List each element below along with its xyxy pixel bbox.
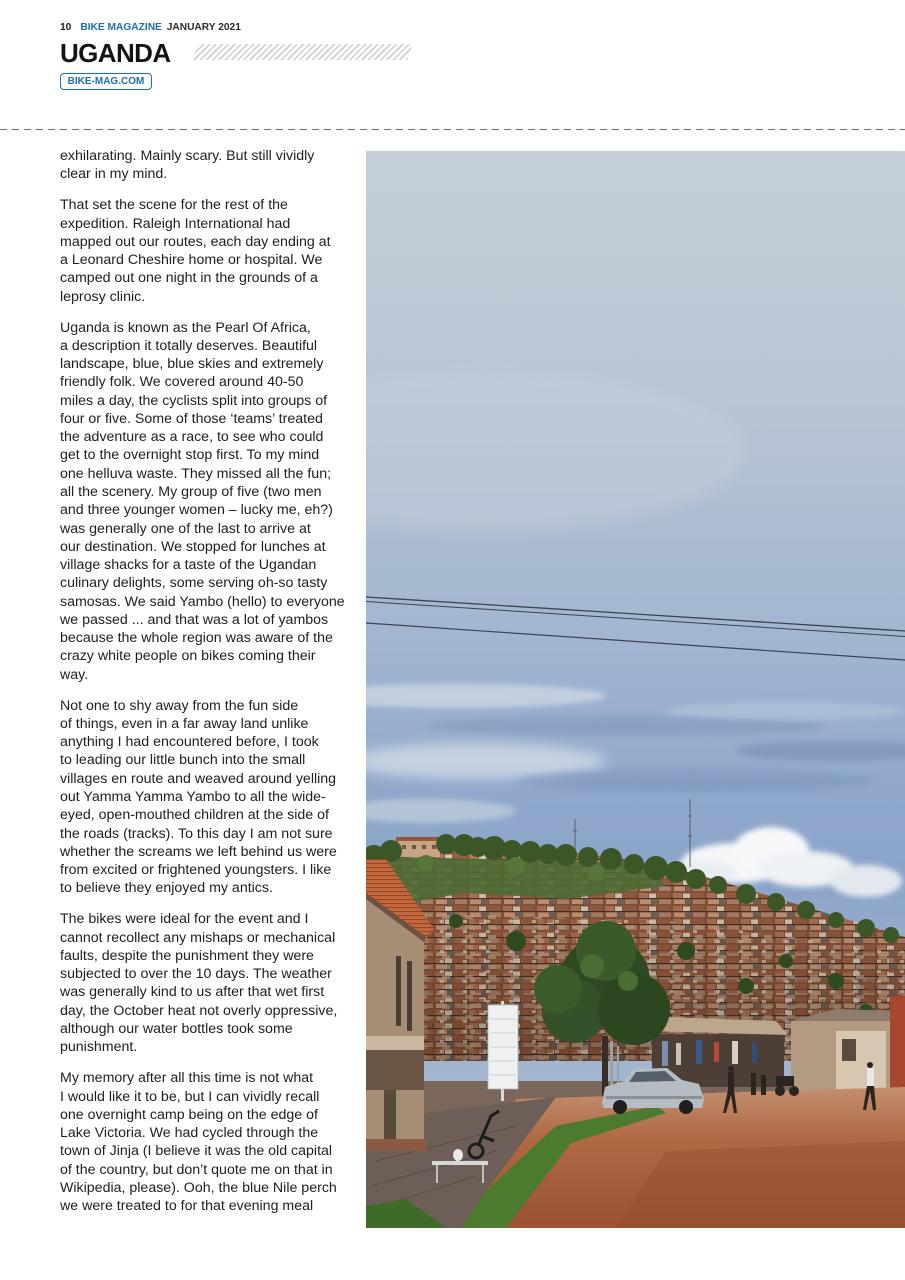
running-head (60, 22, 241, 34)
text-line: Lake Victoria. We had cycled through the (60, 1125, 319, 1142)
hilltop-building (396, 837, 442, 857)
text-line: to believe they enjoyed my antics. (60, 880, 273, 897)
text-line: was generally kind to us after that wet first (60, 984, 325, 1001)
article-paragraph (60, 147, 360, 184)
text-line: out Yamma Yamma Yambo to all the wide- (60, 789, 326, 806)
text-line: clear in my mind. (60, 166, 168, 183)
text-line: friendly folk. We covered around 40-50 (60, 374, 304, 391)
text-line: culinary delights, some serving oh-so tasty (60, 575, 328, 592)
decorative-hatch-bar (192, 44, 413, 60)
text-line: village shacks for a taste of the Ugandan (60, 557, 317, 574)
text-line: camped out one night in the grounds of a (60, 270, 318, 287)
text-line: anything I had encountered before, I took (60, 734, 319, 751)
text-line: of things, even in a far away land unlike (60, 715, 309, 732)
text-line: was generally one of the last to arrive at (60, 520, 311, 537)
text-line: to leading our little bunch into the small (60, 752, 306, 769)
text-line: That set the scene for the rest of the (60, 197, 288, 214)
section-title: UGANDA (60, 38, 171, 68)
text-line: leprosy clinic. (60, 288, 146, 305)
text-line: a description it totally deserves. Beautiful (60, 337, 318, 354)
article-body (60, 147, 360, 1228)
article-paragraph (60, 196, 360, 306)
text-line: cannot recollect any mishaps or mechanical (60, 929, 336, 946)
text-line: My memory after all this time is not what (60, 1070, 314, 1087)
text-line: day, the October heat not overly oppressive, (60, 1002, 338, 1019)
text-line: expedition. Raleigh International had (60, 215, 291, 232)
text-line: way. (60, 666, 89, 683)
text-line: Uganda is known as the Pearl Of Africa, (60, 319, 311, 336)
text-line: crazy white people on bikes coming their (60, 648, 316, 665)
article-paragraph (60, 910, 360, 1056)
text-line: get to the overnight stop first. To my mind (60, 447, 320, 464)
text-line: a Leonard Cheshire home or hospital. We (60, 252, 323, 269)
text-line: The bikes were ideal for the event and I (60, 911, 309, 928)
text-line: exhilarating. Mainly scary. But still vividly (60, 148, 315, 164)
text-line: we passed ... and that was a lot of yambos (60, 611, 329, 628)
photo-canvas (366, 151, 905, 1228)
text-line: of the country, but don’t quote me on that in (60, 1161, 333, 1178)
text-line: villages en route and weaved around yelling (60, 770, 337, 787)
text-line: one helluva waste. They missed all the fun; (60, 465, 332, 482)
text-line: from excited or frightened youngsters. I like (60, 862, 332, 879)
text-line: we were treated to for that evening meal (60, 1198, 314, 1215)
text-line: whether the screams we left behind us were (60, 843, 337, 860)
text-line: the roads (tracks). To this day I am not sure (60, 825, 333, 842)
text-line: samosas. We said Yambo (hello) to everyone (60, 593, 345, 610)
magazine-name: BIKE MAGAZINE (80, 22, 162, 33)
text-line: and three younger women – lucky me, eh?) (60, 502, 333, 519)
text-line: faults, despite the punishment they were (60, 947, 314, 964)
text-line: subjected to over the 10 days. The weather (60, 966, 332, 983)
text-line: our destination. We stopped for lunches at (60, 538, 326, 555)
text-line: Wikipedia, please). Ooh, the blue Nile perch (60, 1179, 337, 1196)
text-line: miles a day, the cyclists split into groups of (60, 392, 328, 409)
article-paragraph (60, 1069, 360, 1215)
text-line: eyed, open-mouthed children at the side of (60, 807, 329, 824)
text-line: although our water bottles took some (60, 1020, 293, 1037)
text-line: punishment. (60, 1039, 138, 1056)
text-line: four or five. Some of those ‘teams’ treated (60, 410, 323, 427)
article-photo (366, 151, 905, 1228)
issue-date: JANUARY 2021 (166, 22, 241, 33)
article-paragraph (60, 319, 360, 684)
text-line: town of Jinja (I believe it was the old capital (60, 1143, 333, 1160)
text-line: the adventure as a race, to see who could (60, 429, 324, 446)
page-number: 10 (60, 22, 72, 33)
website-badge[interactable]: BIKE-MAG.COM (60, 73, 152, 90)
dashed-divider (0, 129, 905, 130)
text-line: landscape, blue, blue skies and extremely (60, 356, 324, 373)
text-line: all the scenery. My group of five (two men (60, 484, 322, 501)
text-line: Not one to shy away from the fun side (60, 697, 299, 714)
text-line: because the whole region was aware of the (60, 630, 333, 647)
text-line: one overnight camp being on the edge of (60, 1106, 318, 1123)
article-paragraph (60, 697, 360, 898)
text-line: I would like it to be, but I can vividly recall (60, 1088, 320, 1105)
text-line: mapped out our routes, each day ending at (60, 233, 331, 250)
